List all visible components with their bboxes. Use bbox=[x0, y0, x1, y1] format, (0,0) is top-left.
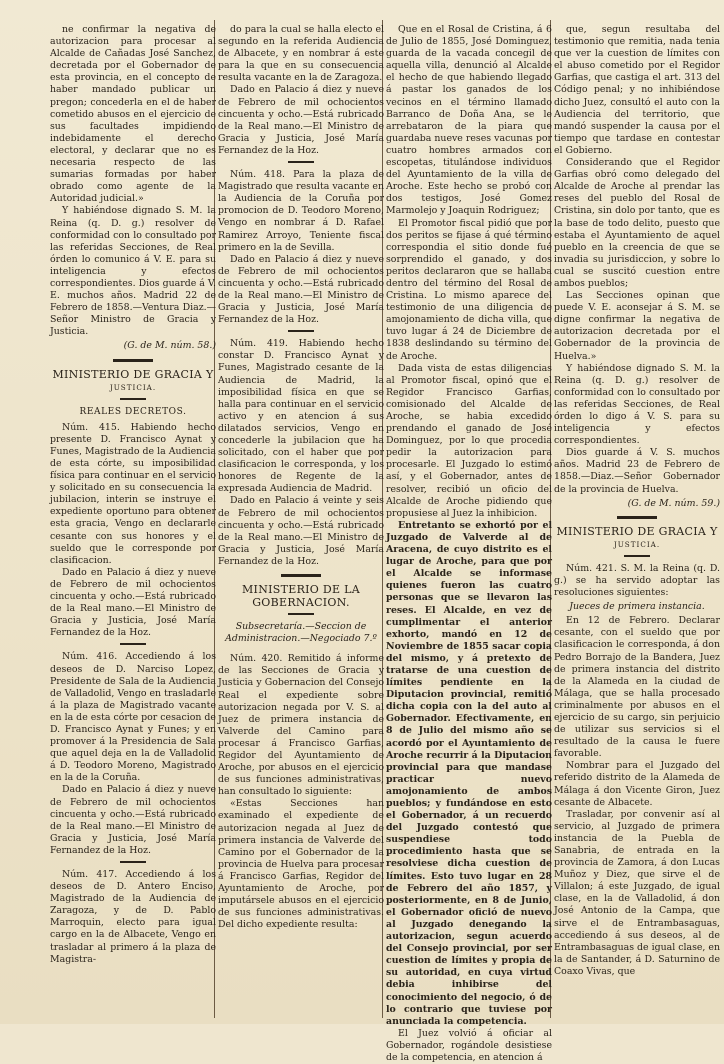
section-separator bbox=[288, 613, 314, 615]
paragraph: Las Secciones opinan que puede V. E. aconsejar á S. M. se digne confirmar la negativa de autorizacion decretada por el Gobernador de la provincia de Huelva.» bbox=[554, 290, 720, 362]
decree-heading: REALES DECRETOS. bbox=[79, 406, 187, 417]
paragraph: «Estas Secciones han examinado el expediente de autorizacion negada al Juez de primera instancia de Valverde del Camino por el Gobernador de la provincia de Huelva para procesar á Francisco Garfias, Regidor del Ayuntamiento de Aroche, por imputársele abusos en el ejercicio de sus funciones administrativas. Del dicho expediente resulta: bbox=[218, 798, 384, 931]
paragraph: Dado en Palacio á veinte y seis de Febrero de mil ochocientos cincuenta y ocho.—Está rubricado de la Real mano.—El Ministro de Gracia y Justicia, José María Fernandez de la Hoz. bbox=[218, 495, 384, 567]
paragraph: Núm. 418. Para la plaza de Magistrado que resulta vacante en la Audiencia de la Coruña por promocion de D. Teodoro Moreno, Vengo en nombrar á D. Rafael Ramirez Arroyo, Teniente fiscal primero en la de Sevilla. bbox=[218, 169, 384, 253]
paragraph: Dada vista de estas diligencias al Promotor fiscal, opinó que el Regidor Francisco Garfias, comisionado del Alcalde de Aroche, se habia excedido prendando el ganado de José Dominguez, por lo que procedia pedir la autorizacion para procesarle. El Juzgado lo estimó así, y el Gobernador, antes de resolver, recibió un oficio del Alcalde de Aroche pidiendo que propusiese al Juez la inhibicion. bbox=[386, 362, 552, 519]
subsection-label: Jueces de primera instancia. bbox=[569, 601, 705, 613]
paragraph: El Promotor fiscal pidió que por dos peritos se fijase á qué término correspondia el sitio donde fué sorprendido el ganado, y dos peritos declararon que se hallaba dentro del término del Rosal de Cristina. Lo mismo aparece del testimonio de una diligencia de amojonamiento de dicha villa, que tuvo lugar á 24 de Diciembre de 1838 deslindando su término del de Aroche. bbox=[386, 217, 552, 362]
paragraph: Núm. 420. Remitido á informe de las Secciones de Gracia y Justicia y Gobernacion del Consejo Real el expediente sobre autorizacion negada por V. S. al Juez de primera instancia de Valverde del Camino para procesar á Francisco Garfias, Regidor del Ayuntamiento de Aroche, por abusos en el ejercicio de sus funciones administrativas, han consultado lo siguiente: bbox=[218, 653, 384, 798]
column-1 bbox=[50, 24, 216, 1016]
paragraph: Núm. 416. Accediendo á los deseos de D. Narciso Lopez, Presidente de Sala de la Audiencia de Valladolid, Vengo en trasladarle á la plaza de Magistrado vacante en la de esta córte por cesacion de D. Francisco Aynat y Funes; y en promover á la Presidencia de Sala que aquel deja en la de Valladolid á D. Teodoro Moreno, Magistrado en la de la Coruña. bbox=[50, 651, 216, 784]
paragraph: Dado en Palacio á diez y nueve de Febrero de mil ochocientos cincuenta y ocho.—Está rubricado de la Real mano.—El Ministro de Gracia y Justicia, José María Fernandez de la Hoz. bbox=[50, 566, 216, 639]
subsection-label: Subsecretaría.—Seccion de Administracion.—Negociado 7.º bbox=[225, 621, 377, 645]
section-separator bbox=[624, 555, 650, 557]
section-separator bbox=[113, 359, 153, 362]
paragraph: Nombrar para el Juzgado del referido distrito de la Alameda de Málaga á don Vicente Giron, Juez cesante de Albacete. bbox=[554, 760, 720, 808]
paragraph: Dado en Palacio á diez y nueve de Febrero de mil ochocientos cincuenta y ocho.—Está rubricado de la Real mano.—El Ministro de Gracia y Justicia, José María Fernandez de la Hoz. bbox=[218, 253, 384, 326]
paragraph: Núm. 419. Habiendo hecho constar D. Francisco Aynat y Funes, Magistrado cesante de la Audiencia de Madrid, la imposibilidad física en que se halla para continuar en el servicio activo y en atencion á sus dilatados servicios, Vengo en concederle la jubilacion que ha solicitado, con el haber que por clasificacion le corresponda, y los honores de Regente de la expresada Audiencia de Madrid. bbox=[218, 338, 384, 495]
source-citation: (G. de M. núm. 58.) bbox=[123, 340, 216, 352]
section-separator bbox=[288, 161, 314, 163]
section-separator bbox=[120, 398, 146, 400]
column-3 bbox=[386, 24, 552, 1063]
paragraph: Y habiéndose dignado S. M. la Reina (q. D. g.) resolver de conformidad con lo consultado por las referidas Secciones, de Real órden lo comunico á V. E. para su inteligencia y efectos correspondientes. Dios guarde á V. E. muchos años. Madrid 22 de Febrero de 1858.—Ventura Diaz.—Señor Ministro de Gracia y Justicia. bbox=[50, 205, 216, 338]
source-citation: (G. de M. núm. 59.) bbox=[627, 497, 720, 509]
paragraph: que, segun resultaba del testimonio que remitia, nada tenia que ver la cuestion de límites con el abuso cometido por el Regidor Garfias, que castiga el art. 313 del Código penal; y no inhibiéndose dicho Juez, consultó el auto con la Audiencia del territorio, que mandó suspender la causa por el tiempo que tardase en contestar el Gobierno. bbox=[554, 24, 720, 156]
paragraph: En 12 de Febrero. Declarar cesante, con el sueldo que por clasificacion le corresponda, á don Pedro Borrajo de la Bandera, Juez de primera instancia del distrito de la Alameda en la ciudad de Málaga, que se halla procesado criminalmente por abusos en el ejercicio de su cargo, sin perjuicio de utilizar sus servicios si el resultado de la causa le fuere favorable. bbox=[554, 615, 720, 760]
paragraph: Considerando que el Regidor Garfias obró como delegado del Alcalde de Aroche al prendar las reses del pueblo del Rosal de Cristina, sin dolo por tanto, que es la base de todo delito, puesto que estaba el Ayuntamiento de aquel pueblo en la creencia de que se invadia su jurisdiccion, y sobre lo cual se suscitó cuestion entre ambos pueblos; bbox=[554, 157, 720, 289]
section-subheading: JUSTICIA. bbox=[613, 539, 661, 549]
section-separator bbox=[281, 574, 321, 577]
paragraph: Dado en Palacio á diez y nueve de Febrero de mil ochocientos cincuenta y ocho.—Está rubricado de la Real mano.—El Ministro de Gracia y Justicia, José María Fernandez de la Hoz. bbox=[218, 84, 384, 156]
paragraph: Y habiéndose dignado S. M. la Reina (q. D. g.) resolver de conformidad con lo consultado por las referidas Secciones, de Real órden lo digo á V. S. para su inteligencia y efectos correspondientes. bbox=[554, 362, 720, 447]
section-separator bbox=[120, 643, 146, 645]
paragraph: Entretanto se exhortó por el Juzgado de Valverde al de Aracena, de cuyo distrito es el lugar de Aroche, para que por el Alcalde se informase quienes fueron las cuatro personas que se llevaron las reses. El Alcalde, en vez de cumplimentar el anterior exhorto, mandó en 12 de Noviembre de 1855 sacar copia del mismo, y á pretexto de tratarse de una cuestion de límites pendiente en la Diputacion provincial, remitió dicha copia con la del auto al Gobernador. Efectivamente, en 8 de Julio del mismo año se acordó por el Ayuntamiento de Aroche recurrir á la Diputacion provincial para que mandase practicar nuevo amojonamiento de ambos pueblos; y fundándose en esto el Gobernador, á un recuerdo del Juzgado contestó que suspendiese todo procedimiento hasta que se resolviese dicha cuestion de límites. Esto tuvo lugar en 28 de Febrero del año 1857, y posteriormente, en 8 de Junio, el Gobernador ofició de nuevo al Juzgado denegando la autorizacion, segun acuerdo del Consejo provincial, por ser cuestion de límites y propia de su autoridad, en cuya virtud debia inhibirse del conocimiento del negocio, ó de lo contrario que tuviese por anunciada la competencia. bbox=[386, 519, 552, 1027]
section-heading: MINISTERIO DE LA GOBERNACION. bbox=[241, 583, 361, 610]
section-heading: MINISTERIO DE GRACIA Y bbox=[556, 524, 718, 538]
column-2 bbox=[218, 24, 384, 1016]
paragraph: Que en el Rosal de Cristina, á 6 de Julio de 1855, José Dominguez, guarda de la vacada concegil de aquella villa, denunció al Alcalde el hecho de que habiendo llegado á pastar los ganados de los vecinos en el término llamado Barranco de Doña Ana, se le arrebataron de la piara que guardaba nueve reses vacunas por cuatro hombres armados con escopetas, titulándose individuos del Ayuntamiento de la villa de Aroche. Este hecho se probó con dos testigos, José Gomez Marmolejo y Joaquin Rodriguez; bbox=[386, 24, 552, 217]
paragraph: Núm. 415. Habiendo hecho presente D. Francisco Aynat y Funes, Magistrado de la Audiencia de esta córte, su imposibilidad física para continuar en el servicio y solicitado en su consecuencia la jubilacion, interin se instruye el expediente oportuno para obtener esta gracia, Vengo en declararle cesante con sus honores y el sueldo que le corresponde por clasificacion. bbox=[50, 421, 216, 566]
paragraph: Núm. 417. Accediendo á los deseos de D. Antero Enciso, Magistrado de la Audiencia de Zaragoza, y de D. Pablo Marroquin, electo para igual cargo en la de Albacete, Vengo en trasladar al primero á la plaza de Magistra- bbox=[50, 869, 216, 965]
paragraph: Dado en Palacio á diez y nueve de Febrero de mil ochocientos cincuenta y ocho.—Está rubricado de la Real mano.—El Ministro de Gracia y Justicia, José María Fernandez de la Hoz. bbox=[50, 784, 216, 856]
section-heading: MINISTERIO DE GRACIA Y bbox=[52, 367, 214, 381]
column-4 bbox=[554, 24, 720, 1016]
section-subheading: JUSTICIA. bbox=[109, 382, 157, 392]
paragraph: do para la cual se halla electo el segundo en la referida Audiencia de Albacete, y en nombrar á este para la que en su consecuencia resulta vacante en la de Zaragoza. bbox=[218, 24, 384, 84]
section-separator bbox=[288, 330, 314, 332]
paragraph: ne confirmar la negativa de autorizacion para procesar al Alcalde de Cañadas José Sanchez, decretada por el Gobernador de esta provincia, en el concepto de haber mandado publicar un pregon; concederla en el de haber cometido abusos en el ejercicio de sus facultades impidiendo indebidamente el derecho electoral, y declarar que no es necesaria respecto de las sumarias formadas por haber obrado como agente de la Autoridad judicial.» bbox=[50, 24, 216, 205]
section-separator bbox=[617, 516, 657, 519]
section-separator bbox=[120, 861, 146, 863]
paragraph: Trasladar, por convenir así al servicio, al Juzgado de primera instancia de la Puebla de Sanabria, de entrada en la provincia de Zamora, á don Lucas Muñoz y Diez, que sirve el de Villalon; á este Juzgado, de igual clase, en la de Valladolid, á don José Antonio de la Campa, que sirve el de Entrambasaguas, accediendo á sus deseos, al de Entrambasaguas de igual clase, en la de Santander, á D. Saturnino de Coaxo Vivas, que bbox=[554, 808, 720, 977]
paragraph: El Juez volvió á oficiar al Gobernador, rogándole desistiese de la competencia, en atencion á bbox=[386, 1027, 552, 1063]
paragraph: Núm. 421. S. M. la Reina (q. D. g.) se ha servido adoptar las resoluciones siguientes: bbox=[554, 562, 720, 599]
paragraph: Dios guarde á V. S. muchos años. Madrid 23 de Febrero de 1858.—Diaz.—Señor Gobernador de la provincia de Huelva. bbox=[554, 447, 720, 495]
